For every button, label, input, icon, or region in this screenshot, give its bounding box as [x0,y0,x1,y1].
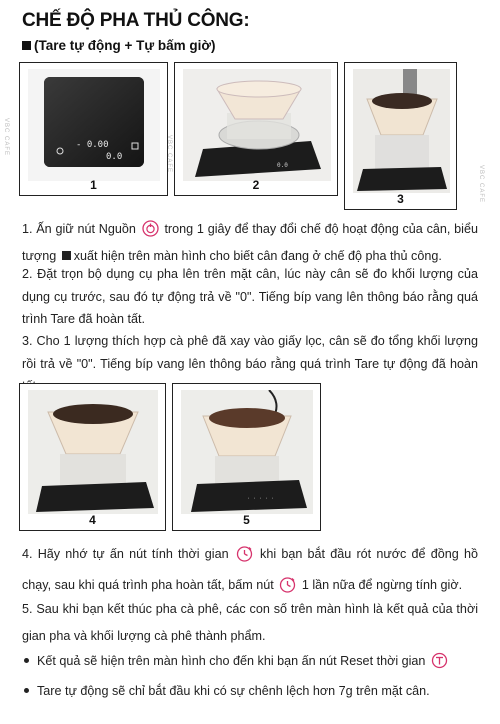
step-3-text: 3. Cho 1 lượng thích hợp cà phê đã xay vào giấy lọc, cân sẽ đo tổng khối lượng rồi trả về "0". Tiếng bíp vang lên thông báo rằng quá trình Tare tự động đã hoàn [22,334,478,371]
timer-icon [236,545,253,572]
subtitle-text: (Tare tự động + Tự bấm giờ) [34,38,216,53]
bullet-2-text: Tare tự động sẽ chỉ bắt đầu khi có sự chênh lệch hơn 7g trên mặt cân. [37,684,430,698]
dripper-on-scale-image [183,69,331,181]
svg-text:· · · · ·: · · · · · [247,496,275,502]
step-2-text: 2. Đặt trọn bộ dụng cụ pha lên trên mặt cân, lúc này cân sẽ đo khối lượng của dụng cụ trước, sau đó tự động trả về "0". Tiếng bíp vang lên thông báo rằng quá trình Tare đã hoàn tất. [22,267,478,326]
step-4-text-a: 4. Hãy nhớ tự ấn nút tính thời gian [22,547,229,561]
bullet-1-text: Kết quả sẽ hiện trên màn hình cho đến khi bạn ấn nút Reset thời gian [37,654,426,668]
square-mode-icon [22,41,31,50]
scale-display-image [28,69,160,181]
page-subtitle [22,38,216,53]
step-2 [22,263,478,331]
page-title: CHẾ ĐỘ PHA THỦ CÔNG: [22,10,250,31]
step-5-text: 5. Sau khi bạn kết thúc pha cà phê, các con số trên màn hình là kết quả của thời gian pha và khối lượng cà phê thành phẩm. [22,602,478,643]
bullet-1 [22,650,478,676]
watermark-left: VBC CAFE [3,118,9,157]
step-4-text-b: khi bạn bắt đầu rót nước để đồng hồ chạy, sau khi quá trình pha hoàn tất, bấm nút [22,547,478,592]
photo-5-number: 5 [243,513,250,527]
photo-4-number: 4 [89,513,96,527]
step-1 [22,218,478,267]
reset-timer-icon [431,652,448,676]
step-4-text-c: 1 lần nữa để ngừng tính giờ. [301,578,463,592]
step-1-text-b: trong 1 giây để thay đổi chế độ hoạt động của cân, biểu tượng [22,222,478,263]
photo-4 [19,383,166,531]
pouring-water-image [181,390,313,514]
step-1-text-c: xuất hiện trên màn hình cho biết cân đang ở chế độ pha thủ công. [73,248,442,263]
bullet-dot [24,688,29,693]
scale-readout-top: - 0.00 [76,140,109,150]
watermark-mid: VBC CAFE [166,135,172,174]
bullet-2 [22,680,478,702]
step-4 [22,541,478,603]
photo-3 [344,62,457,210]
photo-3-number: 3 [397,192,404,206]
photo-2-number: 2 [252,178,260,192]
photo-2 [174,62,338,196]
photo-5 [172,383,321,531]
dripper-with-grounds-image [353,69,450,193]
step-5 [22,596,478,650]
power-icon [142,220,159,245]
square-mode-icon [62,251,71,260]
photo-1 [19,62,168,196]
bullet-dot [24,658,29,663]
photo-1-number: 1 [90,178,97,192]
scale-readout-bottom: 0.0 [106,152,123,162]
step-1-text-a: 1. Ấn giữ nút Nguồn [22,222,136,236]
watermark-right: VBC CAFE [478,165,484,204]
svg-text:0.0: 0.0 [277,162,288,169]
grounds-in-filter-image [28,390,158,514]
